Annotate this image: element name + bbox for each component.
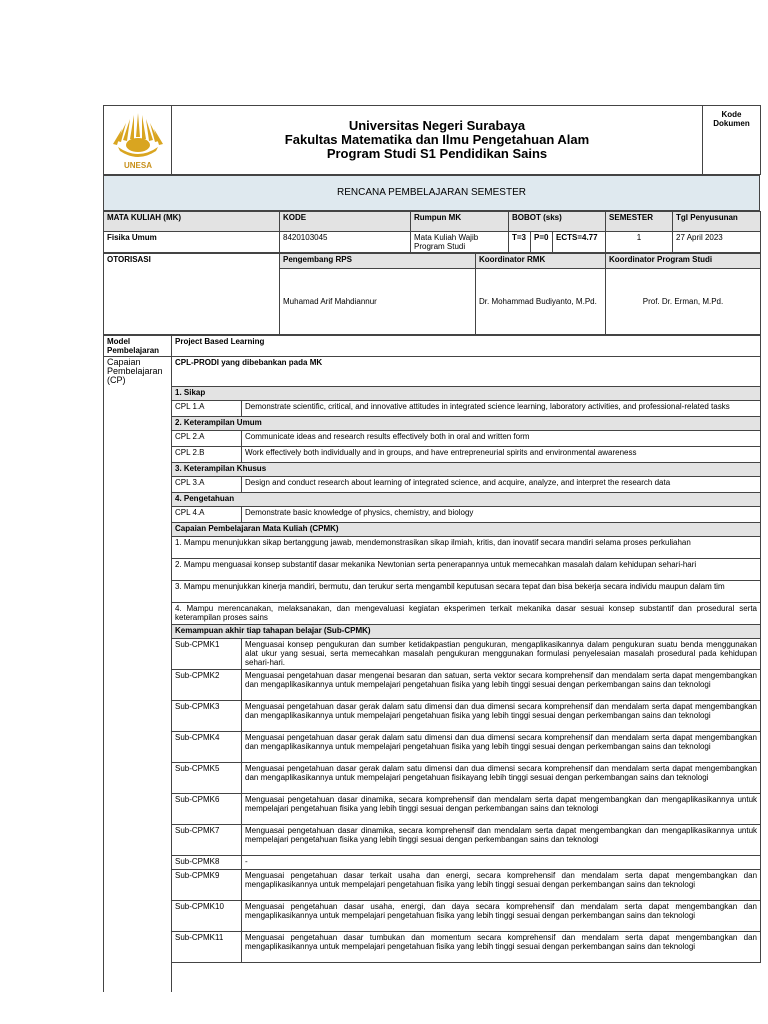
cp-label-spacer — [104, 762, 172, 793]
university-logo — [104, 106, 172, 175]
sub-cpmk-text: Menguasai pengetahuan dasar gerak dalam satu dimensi dan dua dimensi secara komprehensif dan mendalam serta dapat mengembangkan dan mengaplikasikannya untuk mempelajari pengetahuan fisika yang lebih tinggi sesuai dengan perkembangan sains dan teknologi — [242, 731, 761, 762]
course-bobot-ects: ECTS=4.77 — [553, 232, 606, 253]
cpl-prodi-heading: CPL-PRODI yang dibebankan pada MK — [172, 357, 761, 387]
unesa-logo-icon — [108, 107, 168, 171]
cp-label-spacer — [104, 476, 172, 492]
cp-label-spacer — [104, 700, 172, 731]
cp-label-spacer — [104, 638, 172, 669]
rps-document — [103, 105, 760, 992]
sub-cpmk-text: Menguasai konsep pengukuran dan sumber ketidakpastian pengukuran, mengaplikasikannya dalam pengukuran suatu benda menggunakan alat ukur yang sesuai, serta memecahkan masalah pengukuran menggunakan formulasi penyelesaian masalah prosedural pada kehidupan sehari-hari. — [242, 638, 761, 669]
sub-cpmk-code: Sub-CPMK6 — [172, 793, 242, 824]
sub-cpmk-code: Sub-CPMK3 — [172, 700, 242, 731]
sub-cpmk-code: Sub-CPMK10 — [172, 900, 242, 931]
cp-label-spacer — [104, 416, 172, 430]
sub-cpmk-text: Menguasai pengetahuan dasar terkait usaha dan energi, secara komprehensif dan mendalam serta dapat mengembangkan dan mengaplikasikannya untuk mempelajari pengetahuan fisika yang lebih tinggi sesuai dengan perkembangan sains dan teknologi — [242, 869, 761, 900]
sub-cpmk-heading: Kemampuan akhir tiap tahapan belajar (Sub-CPMK) — [172, 624, 761, 638]
course-rumpun: Mata Kuliah Wajib Program Studi — [411, 232, 509, 253]
cp-label-spacer — [104, 506, 172, 522]
course-bobot-p: P=0 — [531, 232, 553, 253]
cp-label-spacer — [104, 580, 172, 602]
faculty-name: Fakultas Matematika dan Ilmu Pengetahuan Alam — [284, 132, 590, 147]
sub-cpmk-text: - — [242, 855, 761, 869]
cp-label-spacer — [104, 446, 172, 462]
sub-cpmk-text: Menguasai pengetahuan dasar gerak dalam satu dimensi dan dua dimensi secara komprehensif dan mendalam serta dapat mengembangkan dan mengaplikasikannya untuk mempelajari pengetahuan fisikayang lebih tinggi sesuai dengan perkembangan sains dan teknologi — [242, 762, 761, 793]
university-heading — [172, 106, 703, 175]
svg-text:UNESA: UNESA — [123, 161, 152, 170]
cpl-text: Design and conduct research about learning of integrated science, and acquire, analyze, and interpret the research data — [242, 476, 761, 492]
cp-label-spacer — [104, 492, 172, 506]
sub-cpmk-text: Menguasai pengetahuan dasar usaha, energi, dan daya secara komprehensif dan mendalam serta dapat mengembangkan dan mengaplikasikannya untuk mempelajari pengetahuan fisika yang lebih tinggi sesuai dengan perkembangan sains dan teknologi — [242, 900, 761, 931]
cpmk-heading: Capaian Pembelajaran Mata Kuliah (CPMK) — [172, 522, 761, 536]
cp-label-spacer — [104, 900, 172, 931]
cpmk-item: 1. Mampu menunjukkan sikap bertanggung jawab, mendemonstrasikan sikap ilmiah, kritis, dan inovatif secara mandiri selama proses perkuliahan — [172, 536, 761, 558]
cpl-section-heading: 3. Keterampilan Khusus — [172, 462, 761, 476]
sub-cpmk-code: Sub-CPMK4 — [172, 731, 242, 762]
cpl-section-heading: 2. Keterampilan Umum — [172, 416, 761, 430]
sub-cpmk-text: Menguasai pengetahuan dasar mengenai besaran dan satuan, serta vektor secara komprehensif dan mendalam serta dapat mengembangkan dan mengaplikasikannya untuk mempelajari pengetahuan fisika yang lebih tinggi sesuai dengan perkembangan sains dan teknologi — [242, 669, 761, 700]
model-label: Model Pembelajaran — [104, 336, 172, 357]
cp-label-spacer — [104, 386, 172, 400]
cp-body — [104, 357, 761, 993]
cp-label-spacer — [104, 522, 172, 536]
program-name: Program Studi S1 Pendidikan Sains — [326, 146, 548, 161]
sub-cpmk-text: Menguasai pengetahuan dasar tumbukan dan momentum secara komprehensif dan mendalam serta dapat mengembangkan dan mengaplikasikannya untuk mempelajari pengetahuan fisika yang lebih tinggi sesuai dengan perkembangan sains dan teknologi — [242, 931, 761, 962]
cpl-text: Work effectively both individually and in groups, and have entrepreneurial spirits and environmental awareness — [242, 446, 761, 462]
cpl-section-heading: 1. Sikap — [172, 386, 761, 400]
sub-cpmk-code: Sub-CPMK9 — [172, 869, 242, 900]
course-code: 8420103045 — [280, 232, 411, 253]
cp-label-spacer — [104, 536, 172, 558]
cp-label-spacer — [104, 624, 172, 638]
cpmk-item: 2. Mampu menguasai konsep substantif dasar mekanika Newtonian serta penerapannya untuk memecahkan masalah dalam kehidupan sehari-hari — [172, 558, 761, 580]
mk-label: MATA KULIAH (MK) — [104, 212, 280, 232]
cp-label: Capaian Pembelajaran (CP) — [104, 357, 172, 387]
semester-label: SEMESTER — [606, 212, 673, 232]
course-semester: 1 — [606, 232, 673, 253]
cpmk-item: 3. Mampu menunjukkan kinerja mandiri, bermutu, dan terukur serta mengambil keputusan secara tepat dan bisa bekerja secara individu maupun dalam tim — [172, 580, 761, 602]
sub-cpmk-code: Sub-CPMK2 — [172, 669, 242, 700]
cp-label-spacer — [104, 602, 172, 624]
course-bobot-t: T=3 — [509, 232, 531, 253]
koordinator-prodi-label: Koordinator Program Studi — [606, 254, 761, 269]
sub-cpmk-text: Menguasai pengetahuan dasar gerak dalam satu dimensi dan dua dimensi secara komprehensif dan mendalam serta dapat mengembangkan dan mengaplikasikannya untuk mempelajari pengetahuan fisika yang lebih tinggi sesuai dengan perkembangan sains dan teknologi — [242, 700, 761, 731]
bobot-label: BOBOT (sks) — [509, 212, 606, 232]
otorisasi-table — [103, 253, 761, 335]
sub-cpmk-code: Sub-CPMK5 — [172, 762, 242, 793]
rumpun-label: Rumpun MK — [411, 212, 509, 232]
cpl-code: CPL 4.A — [172, 506, 242, 522]
model-value: Project Based Learning — [172, 336, 761, 357]
cp-label-spacer — [104, 855, 172, 869]
koordinator-rmk-label: Koordinator RMK — [476, 254, 606, 269]
cpl-code: CPL 2.B — [172, 446, 242, 462]
cpl-code: CPL 2.A — [172, 430, 242, 446]
cpl-code: CPL 1.A — [172, 400, 242, 416]
cp-label-spacer — [104, 931, 172, 962]
university-name: Universitas Negeri Surabaya — [348, 118, 526, 133]
sub-cpmk-code: Sub-CPMK1 — [172, 638, 242, 669]
koordinator-prodi-name: Prof. Dr. Erman, M.Pd. — [606, 269, 761, 335]
cp-label-spacer — [104, 462, 172, 476]
sub-cpmk-code: Sub-CPMK8 — [172, 855, 242, 869]
cp-label-spacer — [104, 869, 172, 900]
tgl-label: Tgl Penyusunan — [673, 212, 761, 232]
koordinator-rmk-name: Dr. Mohammad Budiyanto, M.Pd. — [476, 269, 606, 335]
otorisasi-label: OTORISASI — [104, 254, 280, 335]
document-title: RENCANA PEMBELAJARAN SEMESTER — [104, 176, 760, 211]
cpl-text: Communicate ideas and research results effectively both in oral and written form — [242, 430, 761, 446]
cp-label-spacer — [104, 669, 172, 700]
pengembang-name: Muhamad Arif Mahdiannur — [280, 269, 476, 335]
course-date: 27 April 2023 — [673, 232, 761, 253]
kode-label: KODE — [280, 212, 411, 232]
cp-label-spacer — [104, 558, 172, 580]
cpl-text: Demonstrate scientific, critical, and innovative attitudes in integrated science learning, laboratory activities, and professional-related tasks — [242, 400, 761, 416]
cp-label-spacer — [104, 400, 172, 416]
sub-cpmk-code: Sub-CPMK7 — [172, 824, 242, 855]
cpl-text: Demonstrate basic knowledge of physics, chemistry, and biology — [242, 506, 761, 522]
cp-label-spacer — [104, 430, 172, 446]
sub-cpmk-text: Menguasai pengetahuan dasar dinamika, secara komprehensif dan mendalam serta dapat mengembangkan dan mengaplikasikannya untuk mempelajari pengetahuan fisika yang lebih tinggi sesuai dengan perkembangan sains dan teknologi — [242, 793, 761, 824]
cp-label-spacer — [104, 731, 172, 762]
continuation-spacer — [242, 962, 761, 992]
document-header — [103, 105, 761, 175]
course-name: Fisika Umum — [104, 232, 280, 253]
kode-dokumen-label: Kode Dokumen — [703, 106, 761, 175]
sub-cpmk-code: Sub-CPMK11 — [172, 931, 242, 962]
continuation-spacer — [172, 962, 242, 992]
cp-table — [103, 335, 761, 992]
course-info-table — [103, 211, 761, 253]
cp-label-spacer — [104, 962, 172, 992]
cp-label-spacer — [104, 793, 172, 824]
cp-label-spacer — [104, 824, 172, 855]
cpl-section-heading: 4. Pengetahuan — [172, 492, 761, 506]
cpmk-item: 4. Mampu merencanakan, melaksanakan, dan mengevaluasi kegiatan eksperimen terkait mekanika dasar sesuai konsep substantif dan prosedural serta keterampilan proses sains — [172, 602, 761, 624]
cpl-code: CPL 3.A — [172, 476, 242, 492]
document-title-table — [103, 175, 760, 211]
pengembang-label: Pengembang RPS — [280, 254, 476, 269]
sub-cpmk-text: Menguasai pengetahuan dasar dinamika, secara komprehensif dan mendalam serta dapat mengembangkan dan mengaplikasikannya untuk mempelajari pengetahuan fisika yang lebih tinggi sesuai dengan perkembangan sains dan teknologi — [242, 824, 761, 855]
